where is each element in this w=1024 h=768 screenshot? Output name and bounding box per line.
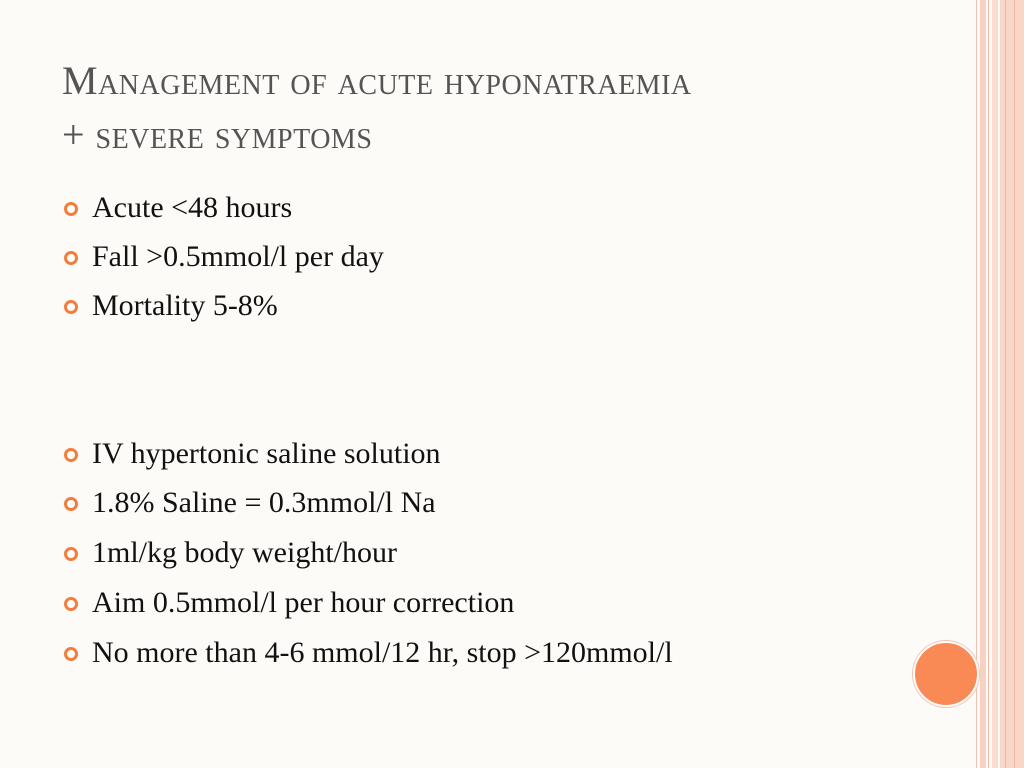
bullet-icon bbox=[64, 448, 78, 462]
list-item-text: Mortality 5-8% bbox=[92, 289, 278, 322]
bullet-icon bbox=[64, 202, 78, 216]
bullet-icon bbox=[64, 300, 78, 314]
bullet-icon bbox=[64, 497, 78, 511]
border-stripe bbox=[988, 0, 989, 768]
list-item-text: IV hypertonic saline solution bbox=[92, 437, 441, 470]
bullet-icon bbox=[64, 597, 78, 611]
border-stripe bbox=[1000, 0, 1024, 768]
title-line-2: + severe symptoms bbox=[62, 112, 373, 157]
bullet-icon bbox=[64, 647, 78, 661]
list-item-text: 1ml/kg body weight/hour bbox=[92, 536, 397, 569]
bullet-icon bbox=[64, 547, 78, 561]
border-stripe bbox=[1014, 0, 1015, 768]
slide-title bbox=[62, 54, 922, 162]
list-item-text: Acute <48 hours bbox=[92, 191, 293, 224]
bullet-icon bbox=[64, 251, 78, 265]
border-stripe bbox=[992, 0, 998, 768]
title-line-1: Management of acute hyponatraemia bbox=[62, 58, 692, 103]
border-stripe bbox=[976, 0, 977, 768]
list-item-text: Fall >0.5mmol/l per day bbox=[92, 240, 384, 273]
border-stripe bbox=[980, 0, 986, 768]
list-item-text: Aim 0.5mmol/l per hour correction bbox=[92, 586, 515, 619]
list-item-text: 1.8% Saline = 0.3mmol/l Na bbox=[92, 486, 436, 519]
border-stripe bbox=[1005, 0, 1006, 768]
list-item-text: No more than 4-6 mmol/12 hr, stop >120mmol/l bbox=[92, 636, 673, 669]
decorative-circle bbox=[913, 641, 979, 707]
